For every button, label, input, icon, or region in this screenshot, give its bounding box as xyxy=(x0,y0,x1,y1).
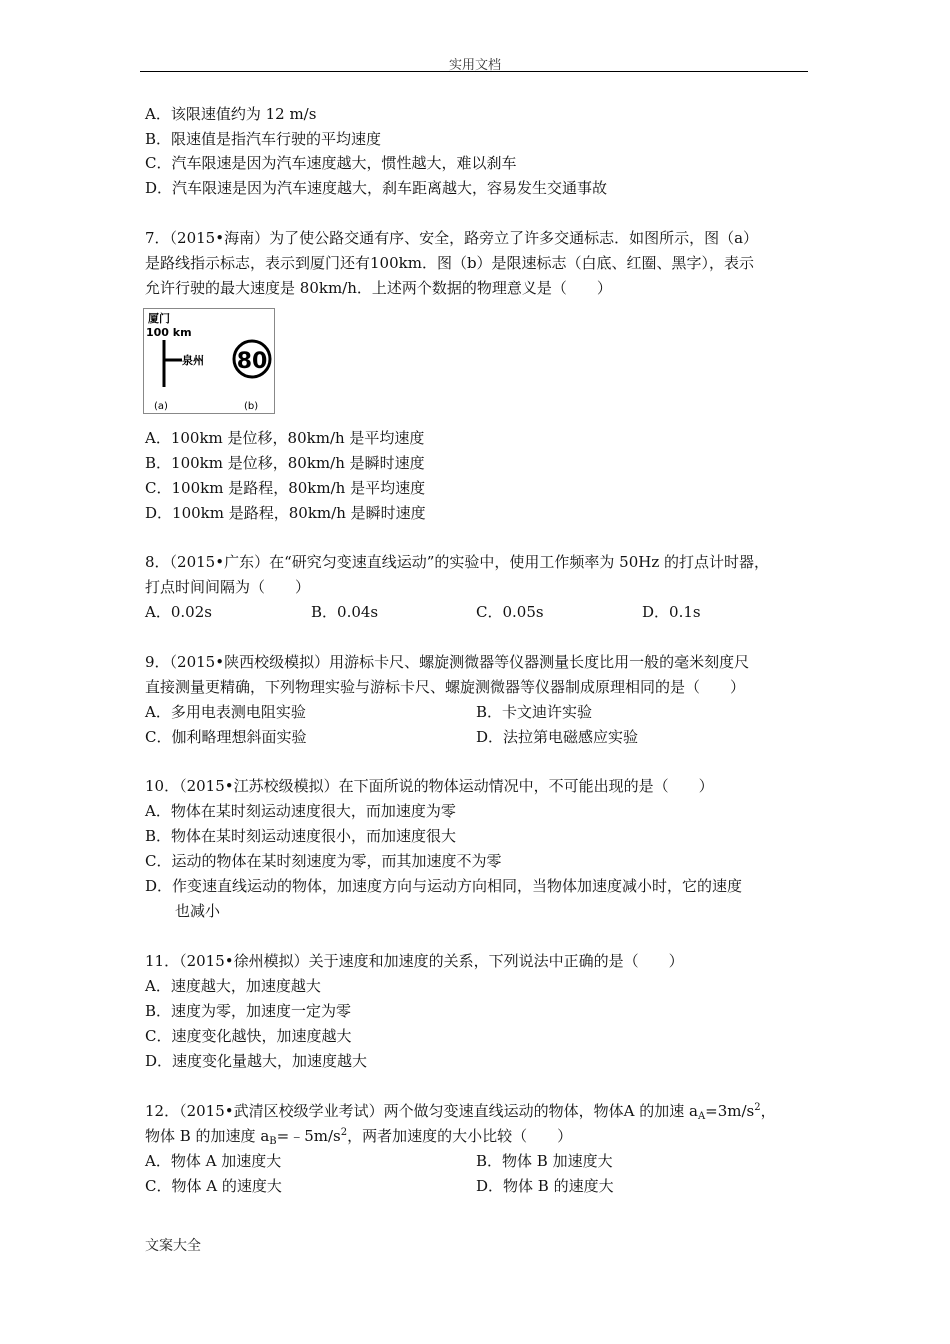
traffic-signs-svg xyxy=(144,309,274,413)
q8-stem-line-2: 打点时间间隔为（ ） xyxy=(145,578,311,596)
q9-stem-line-2: 直接测量更精确，下列物理实验与游标卡尺、螺旋测微器等仪器制成原理相同的是（ ） xyxy=(145,678,746,696)
q10-option-d: D．作变速直线运动的物体，加速度方向与运动方向相同，当物体加速度减小时，它的速度 xyxy=(145,877,743,895)
sign-a-distance: 100 km xyxy=(146,326,192,339)
traffic-signs-figure xyxy=(143,308,275,414)
q7-option-c: C．100km 是路程，80km/h 是平均速度 xyxy=(145,479,426,497)
q7-stem-line-2: 是路线指示标志，表示到厦门还有100km．图（b）是限速标志（白底、红圈、黑字），表示 xyxy=(145,254,755,272)
q10-stem: 10．（2015•江苏校级模拟）在下面所说的物体运动情况中，不可能出现的是（ ） xyxy=(145,777,714,795)
q12-l2-sup: 2 xyxy=(340,1127,348,1138)
q6-option-d: D．汽车限速是因为汽车速度越大，刹车距离越大，容易发生交通事故 xyxy=(145,179,608,197)
q12-stem-line-1 xyxy=(145,1101,776,1121)
q12-l2-post: ，两者加速度的大小比较（ ） xyxy=(347,1127,573,1145)
q8-stem-line-1: 8．（2015•广东）在“研究匀变速直线运动”的实验中，使用工作频率为 50Hz 的打点计时器， xyxy=(145,553,770,571)
q12-l1-mid: =3m/s xyxy=(705,1102,755,1120)
q12-option-b: B．物体 B 加速度大 xyxy=(476,1152,613,1170)
q7-stem-line-3: 允许行驶的最大速度是 80km/h．上述两个数据的物理意义是（ ） xyxy=(145,279,612,297)
q12-option-a: A．物体 A 加速度大 xyxy=(145,1152,282,1170)
q6-option-c: C．汽车限速是因为汽车速度越大，惯性越大，难以刹车 xyxy=(145,154,517,172)
q8-option-b: B．0.04s xyxy=(311,603,379,621)
page-header: 实用文档 xyxy=(448,58,501,73)
q9-stem-line-1: 9．（2015•陕西校级模拟）用游标卡尺、螺旋测微器等仪器测量长度比用一般的毫米刻度尺 xyxy=(145,653,750,671)
q11-option-d: D．速度变化量越大，加速度越大 xyxy=(145,1052,368,1070)
q12-l2-pre: 物体 B 的加速度 a xyxy=(145,1127,270,1145)
q6-option-a: A．该限速值约为 12 m/s xyxy=(145,105,317,123)
sign-a-city-branch: 泉州 xyxy=(182,354,204,367)
header-rule xyxy=(140,71,808,72)
q12-l1-sup: 2 xyxy=(754,1102,761,1113)
q10-option-a: A．物体在某时刻运动速度很大，而加速度为零 xyxy=(145,802,456,820)
q10-option-b: B．物体在某时刻运动速度很小，而加速度很大 xyxy=(145,827,457,845)
q9-option-d: D．法拉第电磁感应实验 xyxy=(476,728,639,746)
q8-option-a: A．0.02s xyxy=(145,603,212,621)
q9-option-b: B．卡文迪许实验 xyxy=(476,703,593,721)
q11-stem: 11．（2015•徐州模拟）关于速度和加速度的关系，下列说法中正确的是（ ） xyxy=(145,952,684,970)
q12-option-d: D．物体 B 的速度大 xyxy=(476,1177,614,1195)
q6-option-b: B．限速值是指汽车行驶的平均速度 xyxy=(145,130,382,148)
sign-a-label: (a) xyxy=(154,401,168,412)
q11-option-c: C．速度变化越快，加速度越大 xyxy=(145,1027,352,1045)
q11-option-a: A．速度越大，加速度越大 xyxy=(145,977,321,995)
q8-option-c: C．0.05s xyxy=(476,603,544,621)
q12-l2-sub: B xyxy=(269,1136,277,1147)
sign-b-speed: 80 xyxy=(236,349,268,374)
q10-option-d-continued: 也减小 xyxy=(175,902,221,920)
q9-option-c: C．伽利略理想斜面实验 xyxy=(145,728,307,746)
q7-option-b: B．100km 是位移，80km/h 是瞬时速度 xyxy=(145,454,425,472)
q12-l1-sub: A xyxy=(697,1111,706,1122)
sign-b-label: (b) xyxy=(244,401,259,412)
q12-option-c: C．物体 A 的速度大 xyxy=(145,1177,282,1195)
q12-l1-post: ， xyxy=(760,1102,776,1120)
sign-a-city-top: 厦门 xyxy=(148,312,170,325)
page-footer: 文案大全 xyxy=(145,1238,201,1254)
q8-option-d: D．0.1s xyxy=(642,603,701,621)
q12-l1-pre: 12．（2015•武清区校级学业考试）两个做匀变速直线运动的物体，物体A 的加速 a xyxy=(145,1102,698,1120)
q7-option-a: A．100km 是位移，80km/h 是平均速度 xyxy=(145,429,425,447)
q7-stem-line-1: 7．（2015•海南）为了使公路交通有序、安全，路旁立了许多交通标志．如图所示，图（a） xyxy=(145,229,759,247)
q9-option-a: A．多用电表测电阻实验 xyxy=(145,703,306,721)
q10-option-c: C．运动的物体在某时刻速度为零，而其加速度不为零 xyxy=(145,852,502,870)
q12-l2-mid: =﹣5m/s xyxy=(276,1127,341,1145)
q12-stem-line-2 xyxy=(145,1126,572,1146)
q7-option-d: D．100km 是路程，80km/h 是瞬时速度 xyxy=(145,504,426,522)
q11-option-b: B．速度为零，加速度一定为零 xyxy=(145,1002,352,1020)
